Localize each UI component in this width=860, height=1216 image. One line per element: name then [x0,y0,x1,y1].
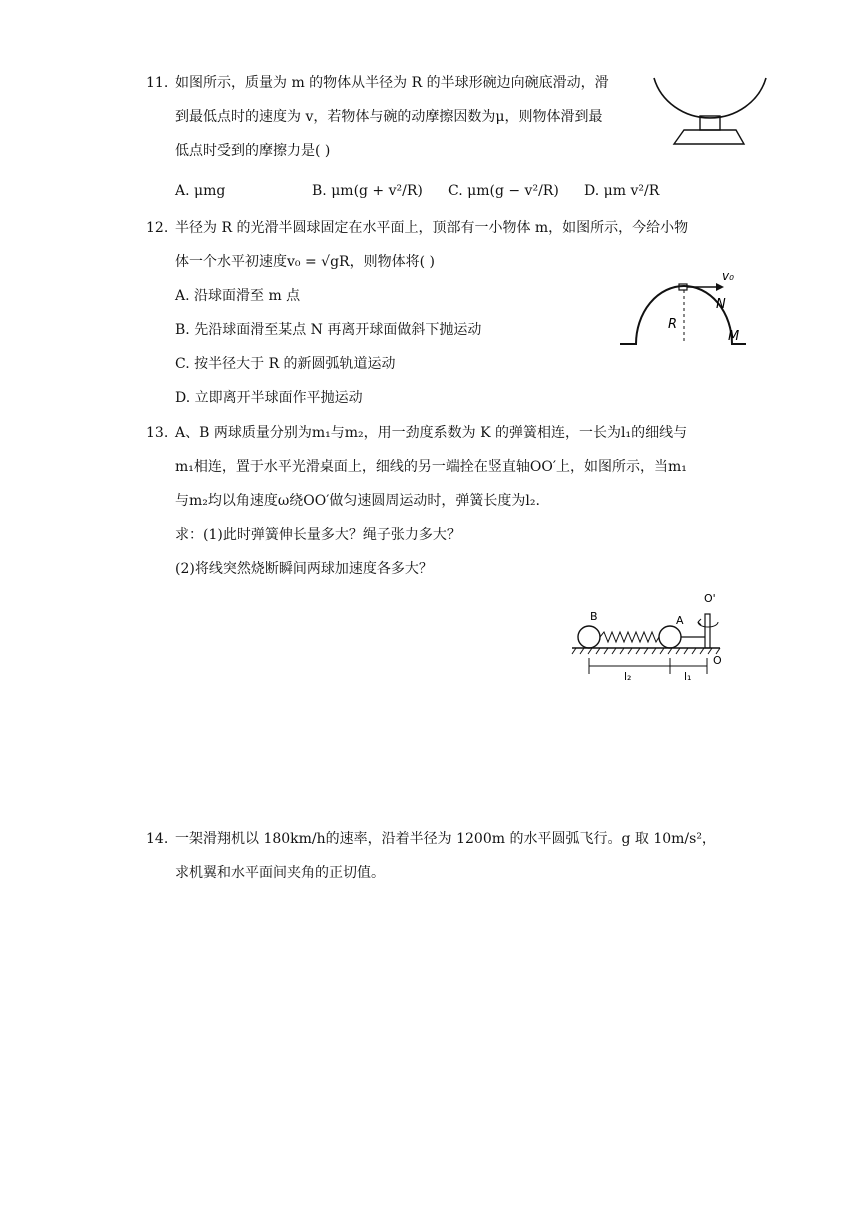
question-text-line: A、B 两球质量分别为m₁与m₂，用一劲度系数为 K 的弹簧相连，一长为l₁的细线与 [175,425,688,441]
label-n: N [716,297,726,312]
label-v0: v₀ [722,269,734,283]
question-text-line: 到最低点时的速度为 v，若物体与碗的动摩擦因数为μ，则物体滑到最 [175,109,603,125]
option-a: A. μmg [175,183,226,199]
spring-balls-figure [570,588,722,684]
label-b: B [590,610,598,623]
hemisphere-figure [616,268,752,348]
question-text-line: 一架滑翔机以 180km/h的速率，沿着半径为 1200m 的水平圆弧飞行。g 取 10m/s²， [175,831,716,847]
question-text-line: 体一个水平初速度v₀ = √gR，则物体将( ) [175,254,435,270]
option-d: D. μm v²/R [584,183,660,199]
label-o: O [713,654,722,667]
question-text-line: (2)将线突然烧断瞬间两球加速度各多大？ [175,561,433,577]
question-text-line: 求机翼和水平面间夹角的正切值。 [175,865,385,881]
option-b: B. μm(g + v²/R) [312,183,423,199]
bowl-figure [648,72,772,152]
question-number: 11. [146,75,169,91]
question-text-line: 与m₂均以角速度ω绕OO′做匀速圆周运动时，弹簧长度为l₂. [175,493,540,509]
question-text-line: 求：(1)此时弹簧伸长量多大？绳子张力多大？ [175,527,461,543]
question-number: 14. [146,831,169,847]
label-m: M [728,329,740,344]
option-b: B. 先沿球面滑至某点 N 再离开球面做斜下抛运动 [175,322,482,338]
question-number: 12. [146,220,169,236]
option-c: C. 按半径大于 R 的新圆弧轨道运动 [175,356,396,372]
question-number: 13. [146,425,169,441]
label-r: R [668,317,678,332]
label-o-prime: O' [704,592,716,605]
question-text-line: 如图所示，质量为 m 的物体从半径为 R 的半球形碗边向碗底滑动，滑 [175,75,609,91]
question-text-line: 半径为 R 的光滑半圆球固定在水平面上，顶部有一小物体 m，如图所示，今给小物 [175,220,689,236]
label-l1: l₁ [684,670,692,683]
question-text-line: m₁相连，置于水平光滑桌面上，细线的另一端拴在竖直轴OO′上，如图所示，当m₁ [175,459,687,475]
option-a: A. 沿球面滑至 m 点 [175,288,301,304]
option-c: C. μm(g − v²/R) [448,183,559,199]
question-text-line: 低点时受到的摩擦力是( ) [175,143,331,159]
label-l2: l₂ [624,670,632,683]
label-a: A [676,614,684,627]
option-d: D. 立即离开半球面作平抛运动 [175,390,363,406]
